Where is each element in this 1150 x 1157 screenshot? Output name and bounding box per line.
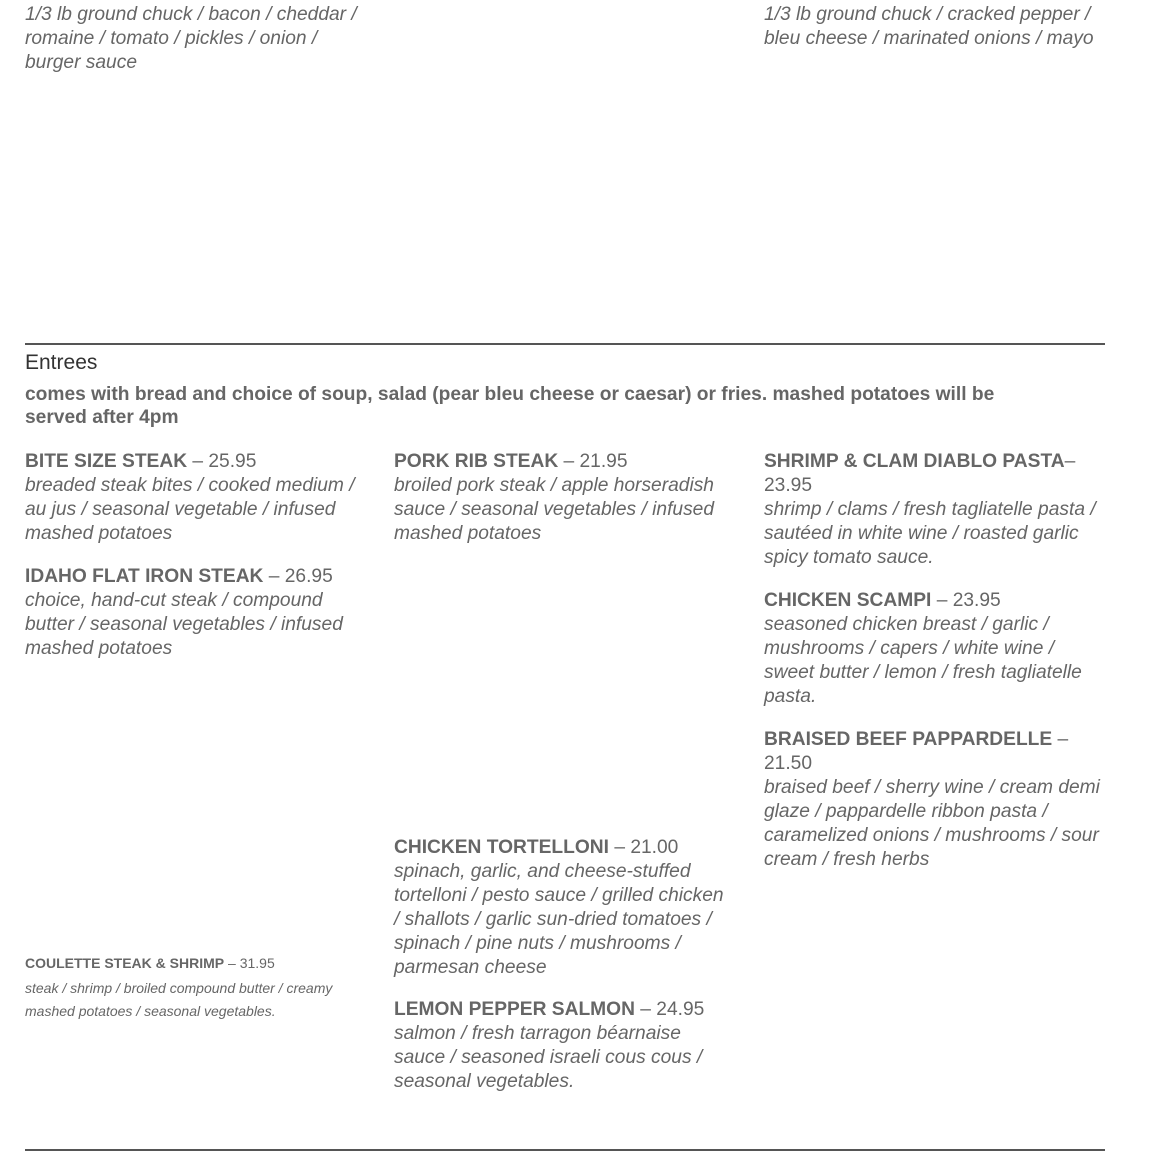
menu-item-price: – 21.95	[558, 451, 628, 472]
menu-item-title	[764, 450, 1104, 498]
menu-item-idaho-flat-iron-steak	[25, 565, 365, 661]
menu-item-name: SHRIMP & CLAM DIABLO PASTA	[764, 451, 1065, 472]
menu-item-title	[394, 998, 734, 1022]
menu-item-name: CHICKEN SCAMPI	[764, 590, 932, 611]
menu-item-name: LEMON PEPPER SALMON	[394, 999, 635, 1020]
menu-item-description: shrimp / clams / fresh tagliatelle pasta / sautéed in white wine / roasted garlic spicy tomato sauce.	[764, 499, 1096, 568]
menu-item-title	[764, 589, 1104, 613]
menu-item-name: COULETTE STEAK & SHRIMP	[25, 955, 225, 971]
menu-item-price: – 31.95	[224, 955, 275, 971]
menu-item-price: – 21.50	[764, 729, 1069, 774]
section-note: comes with bread and choice of soup, salad (pear bleu cheese or caesar) or fries. mashed potatoes will be served after 4pm	[25, 384, 995, 428]
menu-item-description: seasoned chicken breast / garlic / mushrooms / capers / white wine / sweet butter / lemon / fresh tagliatelle pasta.	[764, 614, 1082, 707]
menu-item-shrimp-clam-diablo-pasta	[764, 450, 1104, 570]
menu-item-description: braised beef / sherry wine / cream demi glaze / pappardelle ribbon pasta / caramelized onions / mushrooms / sour cream / fresh herbs	[764, 777, 1100, 870]
menu-item-name: CHICKEN TORTELLONI	[394, 837, 609, 858]
menu-item-description: broiled pork steak / apple horseradish sauce / seasonal vegetables / infused mashed potatoes	[394, 475, 715, 544]
section-divider-top	[25, 343, 1105, 345]
menu-item-name: BRAISED BEEF PAPPARDELLE	[764, 729, 1053, 750]
top-left-item-description: 1/3 lb ground chuck / bacon / cheddar / romaine / tomato / pickles / onion / burger sauce	[25, 4, 357, 73]
menu-item-price: – 24.95	[634, 999, 705, 1020]
menu-item-title	[25, 450, 365, 474]
menu-item-lemon-pepper-salmon	[394, 998, 734, 1094]
menu-item-name: IDAHO FLAT IRON STEAK	[25, 566, 264, 587]
menu-item-coulette-steak-shrimp	[25, 954, 345, 1023]
menu-item-price: – 25.95	[187, 451, 257, 472]
menu-item-description: salmon / fresh tarragon béarnaise sauce / seasoned israeli cous cous / seasonal vegetables.	[394, 1023, 703, 1092]
menu-item-name: BITE SIZE STEAK	[25, 451, 188, 472]
section-title-entrees: Entrees	[25, 351, 98, 374]
section-divider-bottom	[25, 1149, 1105, 1151]
menu-item-pork-rib-steak	[394, 450, 734, 546]
menu-item-title	[25, 565, 365, 589]
menu-item-bite-size-steak	[25, 450, 365, 546]
menu-item-price: – 23.95	[931, 590, 1001, 611]
menu-item-description: breaded steak bites / cooked medium / au jus / seasonal vegetable / infused mashed potatoes	[25, 475, 355, 544]
menu-item-title	[394, 450, 734, 474]
menu-item-description: steak / shrimp / broiled compound butter / creamy mashed potatoes / seasonal vegetables.	[25, 980, 333, 1019]
menu-item-price: – 23.95	[764, 451, 1076, 496]
menu-item-description: choice, hand-cut steak / compound butter / seasonal vegetables / infused mashed potatoes	[25, 590, 343, 659]
menu-item-price: – 26.95	[263, 566, 333, 587]
menu-item-price: – 21.00	[608, 837, 679, 858]
menu-item-description: spinach, garlic, and cheese-stuffed tortelloni / pesto sauce / grilled chicken / shallots / garlic sun-dried tomatoes / spinach / pine nuts / mushrooms / parmesan cheese	[394, 861, 724, 978]
menu-item-braised-beef-pappardelle	[764, 728, 1104, 872]
top-right-item-description: 1/3 lb ground chuck / cracked pepper / bleu cheese / marinated onions / mayo	[764, 4, 1094, 49]
menu-item-title	[764, 728, 1104, 776]
menu-item-title	[25, 954, 345, 972]
menu-item-title	[394, 836, 724, 860]
menu-item-chicken-tortelloni	[394, 836, 724, 980]
menu-item-chicken-scampi	[764, 589, 1104, 709]
menu-item-name: PORK RIB STEAK	[394, 451, 559, 472]
